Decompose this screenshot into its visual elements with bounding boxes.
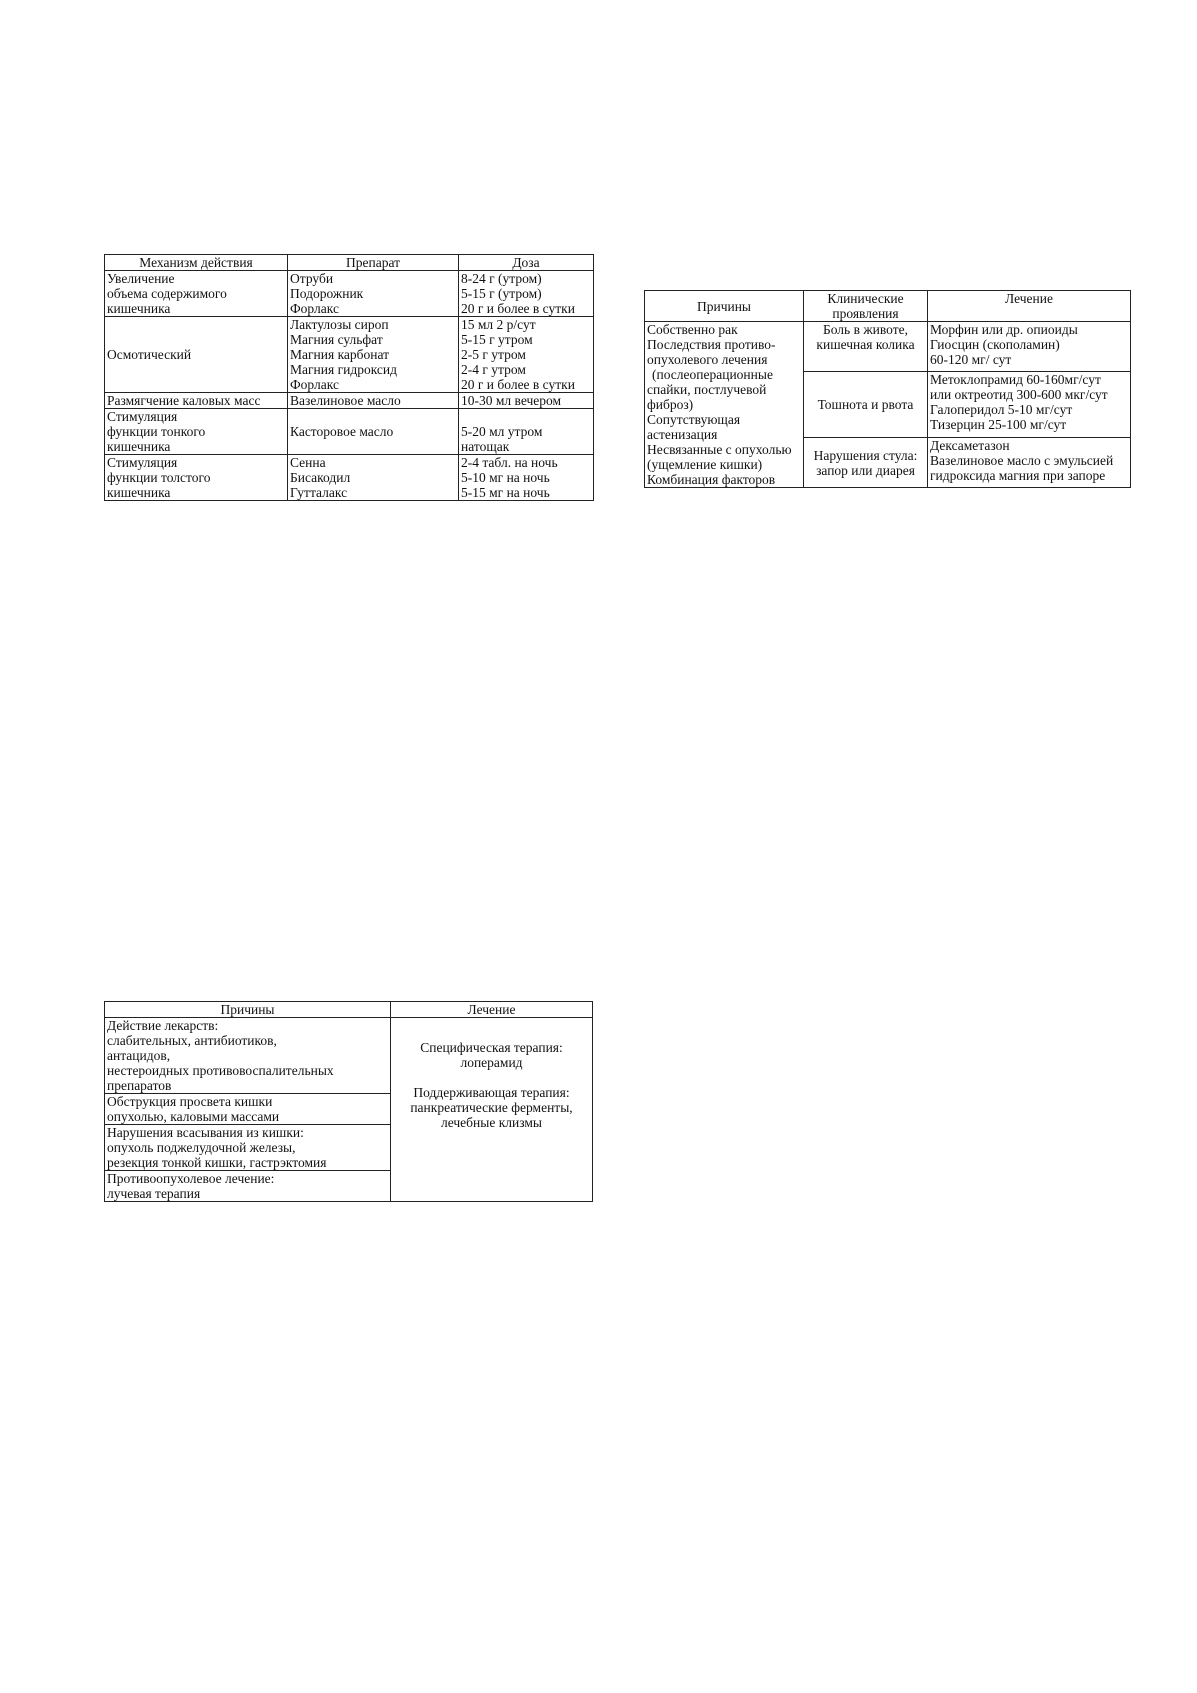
cause-text: астенизация bbox=[647, 427, 718, 442]
cause-text: Действие лекарств: bbox=[107, 1018, 219, 1033]
header-dose: Доза bbox=[459, 255, 594, 271]
dose-cell bbox=[459, 317, 594, 393]
table-row bbox=[105, 409, 594, 455]
table-header-row bbox=[105, 255, 594, 271]
drug-text: Магния гидроксид bbox=[290, 362, 398, 377]
header-causes: Причины bbox=[645, 291, 804, 322]
mechanism-text: кишечника bbox=[107, 439, 171, 454]
header-manifestations: Клинические проявления bbox=[804, 291, 928, 322]
treatment-text: 60-120 мг/ сут bbox=[930, 352, 1012, 367]
cause-text: опухолью, каловыми массами bbox=[107, 1109, 280, 1124]
cause-text: лучевая терапия bbox=[107, 1186, 201, 1201]
header-drug: Препарат bbox=[288, 255, 459, 271]
table-header-row bbox=[645, 291, 1131, 322]
treatment-text: Гиосцин (скополамин) bbox=[930, 337, 1060, 352]
support-therapy-item: лечебные клизмы bbox=[441, 1115, 542, 1130]
obstruction-table bbox=[644, 290, 1131, 488]
dose-text: 20 г и более в сутки bbox=[461, 301, 575, 316]
treatment-cell bbox=[928, 438, 1131, 488]
cause-text: Нарушения всасывания из кишки: bbox=[107, 1125, 304, 1140]
cause-text: опухоль поджелудочной железы, bbox=[107, 1140, 296, 1155]
cause-text: резекция тонкой кишки, гастрэктомия bbox=[107, 1155, 327, 1170]
treatment-text: Галоперидол 5-10 мг/сут bbox=[930, 401, 1073, 417]
drug-text: Лактулозы сироп bbox=[290, 317, 389, 332]
dose-text: 5-15 г (утром) bbox=[461, 286, 542, 301]
support-therapy-item: панкреатические ферменты, bbox=[410, 1100, 573, 1115]
diarrhea-table bbox=[104, 1001, 593, 1202]
mechanism-text: кишечника bbox=[107, 301, 171, 316]
cause-text: Обструкция просвета кишки bbox=[107, 1094, 273, 1109]
specific-therapy-title: Специфическая терапия: bbox=[420, 1040, 563, 1055]
drug-cell bbox=[288, 409, 459, 455]
support-therapy-title: Поддерживающая терапия: bbox=[413, 1085, 570, 1100]
cause-text: препаратов bbox=[107, 1078, 172, 1093]
header-mechanism: Механизм действия bbox=[105, 255, 288, 271]
dose-text: 2-4 г утром bbox=[461, 362, 526, 377]
mechanism-cell bbox=[105, 455, 288, 501]
treatment-text: гидроксида магния при запоре bbox=[930, 468, 1106, 484]
treatment-cell bbox=[928, 371, 1131, 437]
cause-cell bbox=[105, 1094, 391, 1125]
manifestation-cell: Боль в животе, кишечная колика bbox=[804, 322, 928, 372]
specific-therapy-item: лоперамид bbox=[460, 1055, 523, 1070]
cause-text: Сопутствующая bbox=[647, 412, 741, 427]
treatment-text: Дексаметазон bbox=[930, 438, 1010, 454]
treatment-text: Вазелиновое масло с эмульсией bbox=[930, 453, 1114, 469]
drug-text: Бисакодил bbox=[290, 470, 351, 485]
cause-text: (ущемление кишки) bbox=[647, 457, 763, 472]
cause-text: Последствия противо- bbox=[647, 337, 776, 352]
dose-cell bbox=[459, 409, 594, 455]
drug-text: Форлакс bbox=[290, 377, 339, 392]
drug-cell bbox=[288, 455, 459, 501]
header-treatment: Лечение bbox=[391, 1002, 593, 1018]
mechanism-cell bbox=[105, 317, 288, 393]
mechanism-text: функции толстого bbox=[107, 470, 211, 485]
dose-text: 5-15 г утром bbox=[461, 332, 533, 347]
cause-text: Несвязанные с опухолью bbox=[647, 442, 792, 457]
treatment-text: Метоклопрамид 60-160мг/сут bbox=[930, 371, 1101, 387]
treatment-text: Тизерцин 25-100 мг/сут bbox=[930, 416, 1067, 432]
drug-cell bbox=[288, 271, 459, 317]
header-treatment: Лечение bbox=[928, 291, 1131, 322]
dose-text: 2-4 табл. на ночь bbox=[461, 455, 558, 470]
table-row bbox=[105, 1018, 593, 1094]
drug-text: Отруби bbox=[290, 271, 334, 286]
dose-text: 10-30 мл вечером bbox=[461, 393, 562, 408]
dose-text: 8-24 г (утром) bbox=[461, 271, 542, 286]
dose-cell bbox=[459, 271, 594, 317]
dose-text: 5-20 мл утром bbox=[461, 424, 543, 439]
drug-text: Форлакс bbox=[290, 301, 339, 316]
drug-text: Сенна bbox=[290, 455, 326, 470]
manifestation-cell: Нарушения стула: запор или диарея bbox=[804, 438, 928, 488]
table-row bbox=[105, 271, 594, 317]
mechanism-text: объема содержимого bbox=[107, 286, 227, 301]
cause-text: Комбинация факторов bbox=[647, 472, 776, 487]
table-header-row bbox=[105, 1002, 593, 1018]
treatment-text: или октреотид 300-600 мкг/сут bbox=[930, 386, 1108, 402]
dose-text: натощак bbox=[461, 439, 510, 454]
mechanism-text: Увеличение bbox=[107, 271, 175, 286]
dose-text: 20 г и более в сутки bbox=[461, 377, 575, 392]
drug-text: Подорожник bbox=[290, 286, 364, 301]
cause-text: Собственно рак bbox=[647, 322, 738, 337]
treatment-cell bbox=[928, 322, 1131, 372]
treatment-cell bbox=[391, 1018, 593, 1202]
mechanism-text: функции тонкого bbox=[107, 424, 206, 439]
drug-text: Гутталакс bbox=[290, 485, 348, 500]
mechanism-cell bbox=[105, 393, 288, 409]
manifestation-cell: Тошнота и рвота bbox=[804, 371, 928, 437]
dose-text: 5-10 мг на ночь bbox=[461, 470, 550, 485]
header-causes: Причины bbox=[105, 1002, 391, 1018]
drug-text: Магния карбонат bbox=[290, 347, 390, 362]
causes-cell bbox=[645, 322, 804, 488]
mechanism-text: Размягчение каловых масс bbox=[107, 393, 261, 408]
mechanism-cell bbox=[105, 409, 288, 455]
cause-cell bbox=[105, 1125, 391, 1171]
cause-text: опухолевого лечения bbox=[647, 352, 768, 367]
laxatives-table bbox=[104, 254, 594, 501]
cause-text: антацидов, bbox=[107, 1048, 171, 1063]
mechanism-text: Стимуляция bbox=[107, 455, 178, 470]
table-row bbox=[105, 455, 594, 501]
table-row bbox=[105, 317, 594, 393]
mechanism-cell bbox=[105, 271, 288, 317]
dose-cell bbox=[459, 393, 594, 409]
table-row bbox=[645, 322, 1131, 372]
drug-cell bbox=[288, 317, 459, 393]
cause-text: Противоопухолевое лечение: bbox=[107, 1171, 275, 1186]
drug-text: Вазелиновое масло bbox=[290, 393, 401, 408]
mechanism-text: кишечника bbox=[107, 485, 171, 500]
drug-text: Касторовое масло bbox=[290, 424, 394, 439]
dose-text: 2-5 г утром bbox=[461, 347, 526, 362]
cause-text: спайки, постлучевой bbox=[647, 382, 767, 397]
table-row bbox=[105, 393, 594, 409]
mechanism-text: Осмотический bbox=[107, 347, 192, 362]
drug-cell bbox=[288, 393, 459, 409]
dose-text: 15 мл 2 р/сут bbox=[461, 317, 536, 332]
treatment-text: Морфин или др. опиоиды bbox=[930, 322, 1078, 337]
cause-cell bbox=[105, 1171, 391, 1202]
cause-text: нестероидных противовоспалительных bbox=[107, 1063, 334, 1078]
dose-text: 5-15 мг на ночь bbox=[461, 485, 550, 500]
cause-text: фиброз) bbox=[647, 397, 694, 412]
cause-text: (послеоперационные bbox=[652, 367, 773, 382]
cause-text: слабительных, антибиотиков, bbox=[107, 1033, 277, 1048]
dose-cell bbox=[459, 455, 594, 501]
drug-text: Магния сульфат bbox=[290, 332, 383, 347]
mechanism-text: Стимуляция bbox=[107, 409, 178, 424]
cause-cell bbox=[105, 1018, 391, 1094]
